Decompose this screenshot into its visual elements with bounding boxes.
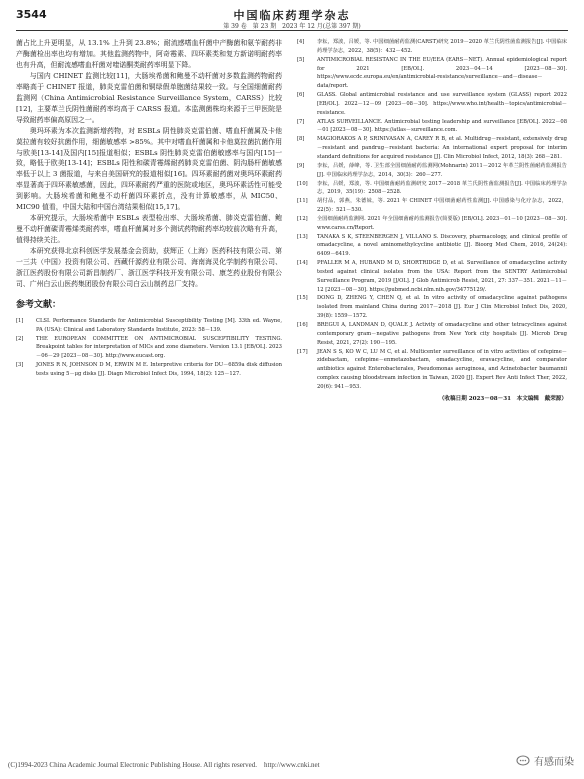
reference-number: [16] [297, 322, 308, 328]
reference-number: [13] [297, 233, 308, 240]
reference-item [297, 348, 567, 392]
reference-number: [14] [297, 260, 308, 267]
reference-number: [5] [297, 56, 305, 63]
reference-item [297, 135, 567, 162]
reference-number: [17] [297, 348, 308, 355]
left-column [16, 38, 282, 379]
reference-item [297, 38, 567, 56]
chat-bubble-icon [516, 755, 530, 767]
received-date-note: （收稿日期 2023－08－31 本文编辑 戴荣源） [438, 395, 567, 402]
reference-item [297, 259, 567, 294]
reference-text: GLASS. Global antimicrobial resistance and use surveillance system (GLASS) report 2022 [EB/OL]. 2022－12－09 [2023－08－30]. https://www.who.int/health－topics/antimicrobial－resistance. [317, 92, 567, 116]
reference-text: 全国细菌耐药监测网. 2021 年全国细菌耐药监测报告(简要版) [EB/OL]. 2023－01－10 [2023－08－30]. www.carss.cn/Report. [317, 215, 567, 231]
issue-line: 第 39 卷 第 23 期 2023 年 12 月(总第 397 期) [223, 23, 361, 30]
reference-number: [3] [16, 362, 24, 369]
copyright-footer: (C)1994-2023 China Academic Journal Electronic Publishing House. All rights reserved. http://www.cnki.net [8, 761, 320, 769]
reference-item [297, 56, 567, 91]
reference-item [297, 197, 567, 215]
watermark-text: 有感而染 [534, 757, 574, 768]
reference-text: 李耘，吕媛，郑波，等. 中国细菌耐药监测研究 2017－2018 革兰氏阴性菌监测报告[J]. 中国临床药理学杂志，2019，35(19)：2508－2528. [317, 180, 567, 196]
body-paragraph: 菌占比上升更明显，从 13.1% 上升到 23.8%；耐流感嗜血杆菌中产酶菌和氨苄耐药非产酶菌检出率也均有增加。其他监测药物中，阿奇霉素、四环素类和复方新诺明耐药率也有升高，但耐流感嗜血杆菌对喹诺酮类耐药率明显下降。 [16, 39, 282, 69]
reference-item [297, 162, 567, 180]
reference-text: CLSI. Performance Standards for Antimicrobial Susceptibility Testing [M]. 33th ed. Wayne, PA (USA): Clinical and Laboratory Standards Institute, 2023: 58－139. [36, 317, 282, 333]
reference-text: PFALLER M A, HUBAND M D, SHORTRIDGE D, et al. Surveillance of omadacycline activity tested against clinical isolates from the USA: Report from the SENTRY Antimicrobial Surveillance Program, 2019 [J/OL]. J Glob Antimicrob Resist, 2021, 27: 337－351. 2021－11－12 [2023－08－30]. https://pubmed.ncbi.nlm.nih.gov/34775129/. [317, 260, 567, 293]
body-paragraph: 奥玛环素为本次监测新增药物，对 ESBLs 阴性肺炎克雷伯菌、嗜血杆菌属及卡他莫拉菌有较好抗菌作用，细菌敏感率 >85%。其中对嗜血杆菌属和卡他莫拉菌抗菌作用与欧美[13-14]及国内[15]报道相似；ESBLs 阴性肺炎克雷伯菌敏感率与国内[15]一致，略低于欧美[13-14]；ESBLs 阳性和碳青霉烯耐药肺炎克雷伯菌、阴沟肠杆菌敏感率低于以上 3 菌报道，与来自美国研究的报道相似[16]。四环素耐药菌对奥玛环素耐药率显著高于四环素敏感菌，因此，四环素耐药严重的医院或地区，奥玛环素活性可能受到影响。大肠埃希菌和鲍曼不动杆菌四环素折点，没有计算敏感率，从 MIC50、MIC90 值看，中国大陆和中国台湾结果相似[15,17]。 [16, 126, 282, 212]
reference-text: ANTIMICROBIAL RESISTANC IN THE EU/EEA (EARS－NET). Annual epidemiological report for 2021 [EB/OL]. 2023－04－14 [2023－08－30]. https://www.ecdc.europa.eu/en/antimicrobial-resistance/surveillance－and－disease－data/report. [317, 56, 567, 90]
reference-number: [7] [297, 118, 305, 125]
reference-item [297, 91, 567, 118]
reference-number: [8] [297, 136, 305, 143]
header-rule [16, 30, 568, 31]
reference-item [297, 215, 567, 233]
reference-item [16, 317, 282, 335]
reference-item [16, 361, 282, 379]
reference-number: [15] [297, 295, 308, 302]
reference-item [297, 294, 567, 321]
acknowledgement-paragraph: 本研究获得北京科创医学发展基金会资助，获辉正（上海）医药科技有限公司、第一三共（中国）投资有限公司、西藏仟源药业有限公司、海南海灵化学制药有限公司、浙江医药股份有限公司新昌制药厂、浙江医学科技开发有限公司、康芝药业股份有限公司、广州白云山医药集团股份有限公司白云山制药总厂支持。 [16, 247, 282, 288]
reference-number: [9] [297, 162, 305, 169]
body-paragraph: 与国内 CHINET 监测比较[11]，大肠埃希菌和鲍曼不动杆菌对多数监测药物耐药率略高于 CHINET 报道，肺炎克雷伯菌和铜绿假单胞菌结果较一致。与全国细菌耐药监测网（China Antimicrobial Resistance Surveillance System，CARSS）比较[12]，主要革兰氏阴性菌耐药率均高于 CARSS 报道。本监测菌株均来源于三甲医院是导致耐药率偏高原因之一。 [16, 71, 282, 124]
right-column [297, 38, 567, 405]
reference-item [16, 335, 282, 362]
reference-text: ATLAS SURVEILLANCE. Antimicrobial testing leadership and surveillance [EB/OL]. 2022－08－01 [2023－08－30]. https://atlas－surveillance.com. [317, 118, 567, 134]
page-number: 3544 [16, 8, 47, 21]
reference-text: TANAKA S K, STEENBERGEN J, VILLANO S. Discovery, pharmacology, and clinical profile of omadacycline, a novel aminomethylcycline antibiotic [J]. Bioorg Med Chem, 2016, 24(24): 6409－6419. [317, 233, 567, 258]
reference-item [297, 233, 567, 260]
reference-text: THE EUROPEAN COMMITTEE ON ANTIMICROBIAL SUSCEPTIBILITY TESTING. Breakpoint tables for interpretation of MICs and zone diameters. Version 13.1 [EB/OL]. 2023－06－29 [2023－08－30]. http://www.eucast.org. [36, 335, 282, 360]
reference-text: JONES R N, JOHNSON D M, ERWIN M E. Interpretive criteria for DU－6859a disk diffusion tests using 5－μg disks [J]. Diagn Microbiol Infect Dis, 1994, 18(2): 125－127. [36, 362, 282, 377]
journal-title: 中国临床药理学杂志 [233, 9, 351, 22]
reference-number: [4] [297, 39, 305, 45]
reference-text: 胡付品，郭燕，朱德妹，等. 2021 年 CHINET 中国细菌耐药性监测[J]. 中国感染与化疗杂志，2022，22(5)：521－530. [317, 198, 567, 214]
reference-text: DONG D, ZHENG Y, CHEN Q, et al. In vitro activity of omadacycline against pathogens isolated from mainland China during 2017－2018 [J]. Eur J Clin Microbiol Infect Dis, 2020, 39(8): 1559－1572. [317, 295, 567, 320]
reference-text: JEAN S S, KO W C, LU M C, et al. Multicenter surveillance of in vitro activities of cefepime－zidebactam, cefepime－enmetazobactam, omadacycline, eravacycline, and comparator antibiotics against Enterobacterales, Pseudomonas aeruginosa, and Acinetobacter baumannii complex causing bloodstream infection in Taiwan, 2020 [J]. Expert Rev Anti Infect Ther, 2022, 20(6): 941－953. [317, 348, 567, 390]
reference-text: 李耘，吕媛，薛峰，等. 卫生部全国细菌耐药监测网(Mohnarin) 2011－2012 年革兰阴性菌耐药监测报告[J]. 中国临床药理学杂志，2014，30(3)：260－277. [317, 162, 567, 178]
reference-number: [10] [297, 180, 308, 187]
reference-number: [12] [297, 215, 308, 222]
references-heading: 参考文献： [16, 299, 62, 310]
watermark [516, 753, 574, 768]
reference-item [297, 180, 567, 198]
reference-text: BREGUI A, LANDMAN D, QUALE J. Activity of omadacycline and other tetracyclines against contemporary gram－negative pathogens from New York city hospitals [J]. Microb Drug Resist, 2021, 27(2): 190－195. [317, 322, 567, 346]
reference-text: 李耘，郑波，吕媛，等. 中国细菌耐药监测(CARST)研究 2019－2020 革兰氏阴性菌监测报告[J]. 中国临床药理学杂志，2022，38(5)：432－452. [317, 39, 567, 54]
reference-number: [2] [16, 335, 24, 342]
reference-number: [11] [297, 198, 308, 205]
body-paragraph: 本研究提示，大肠埃希菌中 ESBLs 表型检出率、大肠埃希菌、肺炎克雷伯菌、鲍曼不动杆菌碳青霉烯类耐药率，嗜血杆菌属对多个测试药物耐药率均较前次略有升高，值得持续关注。 [16, 214, 282, 245]
reference-item [297, 118, 567, 136]
reference-item [297, 321, 567, 348]
reference-number: [1] [16, 317, 24, 324]
reference-text: MAGIORAKOS A P, SRINIVASAN A, CAREY R B, et al. Multidrug－resistant, extensively drug－resistant and pandrug－resistant bacteria: An international expert proposal for interim standard definitions for acquired resistance [J]. Clin Microbiol Infect, 2012, 18(3): 268－281. [317, 136, 567, 160]
reference-number: [6] [297, 92, 305, 99]
